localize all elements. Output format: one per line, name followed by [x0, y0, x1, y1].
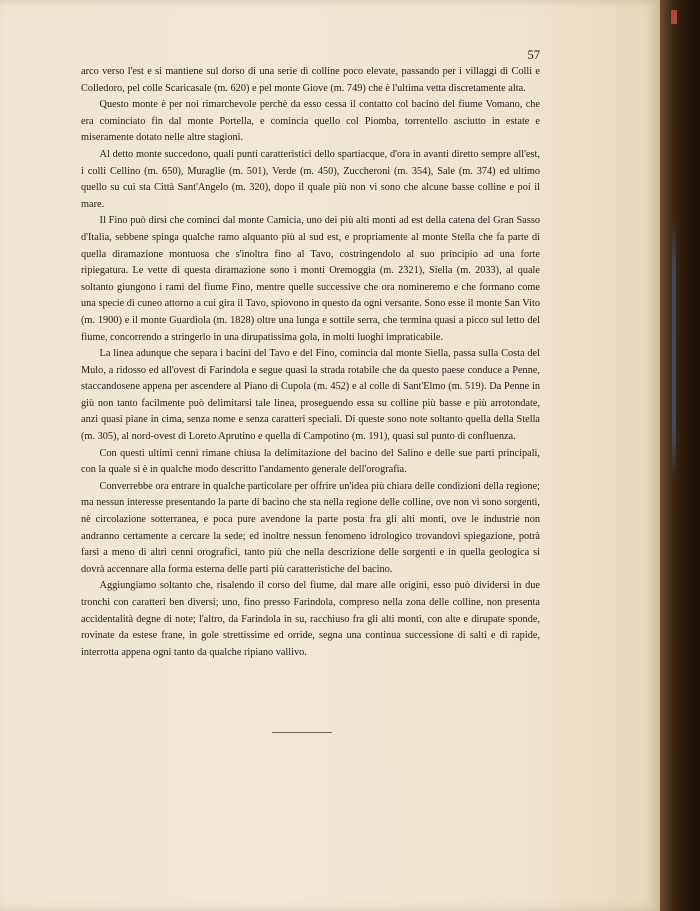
paragraph-8: Aggiungiamo soltanto che, risalendo il corso del fiume, dal mare alle origini, esso può dividersi in due tronchi con caratteri ben diversi; uno, fino presso Farindola, compreso nella zona delle colline, non presenta accidentalità degne di note; l'altro, da Farindola in su, racchiuso fra gli alti monti, con alte e dirupate sponde, rovinate da estese frane, in gole strettissime ed orride, segna una continua successione di salti e di rapide, interrotta appena ogni tanto da qualche ripiano vallivo.: [81, 580, 540, 658]
book-binding-edge: [660, 0, 700, 911]
paragraph-1: arco verso l'est e si mantiene sul dorso di una serie di colline poco elevate, passando per i villaggi di Colli e Colledoro, pel colle Scaricasale (m. 620) e pel monte Giove (m. 749) che è l'ultima vetta discretamente alta.: [81, 66, 540, 94]
section-divider: [272, 732, 332, 733]
body-text: [81, 64, 540, 661]
paragraph-5: La linea adunque che separa i bacini del Tavo e del Fino, comincia dal monte Siella, passa sulla Costa del Mulo, a ridosso ed all'ovest di Farindola e segue quasi la strada rotabile che da questo paese conduce a Penne, staccandosene appena per ascendere al Piano di Cupola (m. 452) e al colle di Sant'Elmo (m. 519). Da Penne in giù non tanto facilmente può delimitarsi tale linea, proseguendo essa su colline più basse e più arrotondate, anzi quasi piane in cima, senza nome e senza caratteri speciali. Di queste sono note soltanto quella della Stella (m. 305), al nord-ovest di Loreto Aprutino e quella di Campotino (m. 191), quasi sul punto di confluenza.: [81, 348, 540, 443]
paragraph-4: Il Fino può dirsi che cominci dal monte Camicia, uno dei più alti monti ad est della catena del Gran Sasso d'Italia, sebbene spinga qualche ramo alquanto più al sud est, e propriamente al monte Stella che fa parte di quella diramazione montuosa che s'inoltra fino al Tavo, costringendolo al suo principio ad una forte ripiegatura. Le vette di questa diramazione sono i monti Oremoggia (m. 2321), Siella (m. 2033), al quale soltanto giungono i rami del fiume Fino, mentre quelle successive che ora nomineremo e che formano come una specie di cuneo attorno a cui gira il Tavo, spiovono in questo da ogni versante. Sono esse il monte San Vito (m. 1900) e il monte Guardiola (m. 1828) oltre una lunga e sottile serra, che termina quasi a picco sul letto del fiume, concorrendo a stringerlo in una dirupatissima gola, in molti luoghi impraticabile.: [81, 215, 540, 343]
page-number: 57: [527, 48, 540, 62]
paragraph-6: Con questi ultimi cenni rimane chiusa la delimitazione del bacino del Salino e delle sue parti principali, con la quale si è in qualche modo descritto l'andamento generale dell'orografia.: [81, 447, 540, 476]
paragraph-2: Questo monte è per noi rimarchevole perchè da esso cessa il contatto col bacino del fiume Vomano, che era cominciato fin dal monte Portella, e comincia quello col Piomba, torrentello asciutto in estate e miseramente dotato nelle altre stagioni.: [81, 99, 540, 144]
paragraph-7: Converrebbe ora entrare in qualche particolare per offrire un'idea più chiara delle condizioni della regione; ma nessun interesse presentando la parte di bacino che sta nella regione delle colline, ove non vi sono sorgenti, nè circolazione sotterranea, e poca pure avendone la parte posta fra gli alti monti, ove le industrie non andranno certamente a cercare la sede; ed inoltre nessun fenomeno idrologico trovandovi spiegazione, potrà farsi a meno di altri cenni orografici, tanto più che nella descrizione delle sorgenti e in quella geologica si dovrà accennare alla forma esterna delle parti più caratteristiche del bacino.: [81, 480, 540, 575]
binding-stripe: [672, 220, 676, 480]
binding-mark: [671, 10, 677, 24]
paragraph-3: Al detto monte succedono, quali punti caratteristici dello spartiacque, d'ora in avanti diretto sempre all'est, i colli Cellino (m. 650), Muraglie (m. 501), Verde (m. 450), Zuccheroni (m. 354), Sale (m. 374) ed ultimo quello su cui sta Città Sant'Angelo (m. 320), dopo il quale più non vi sono che alcune basse colline e poi il mare.: [81, 148, 540, 210]
